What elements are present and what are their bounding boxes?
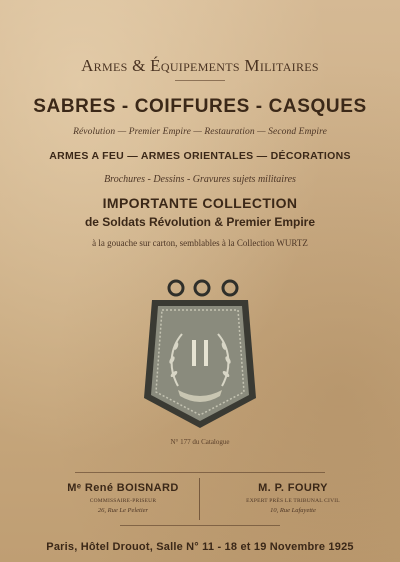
title-rule — [175, 80, 225, 81]
auctioneer-address: 26, Rue Le Peletier — [97, 507, 149, 514]
auctioneer-block — [48, 482, 198, 514]
expert-block — [218, 482, 368, 514]
illustration-caption: N° 177 du Catalogue — [170, 438, 230, 446]
auctioneer-name: Mᵉ René BOISNARD — [67, 482, 179, 494]
experts-divider — [199, 478, 200, 520]
collection-note: à la gouache sur carton, semblables à la Collection WURTZ — [92, 238, 308, 248]
periods-line: Révolution — Premier Empire — Restauration — Second Empire — [73, 127, 327, 137]
footer-rule — [120, 525, 280, 526]
categories-line: ARMES A FEU — ARMES ORIENTALES — DÉCORATIONS — [49, 150, 351, 162]
main-title: SABRES - COIFFURES - CASQUES — [33, 96, 367, 117]
expert-role: EXPERT PRÈS LE TRIBUNAL CIVIL — [246, 498, 340, 504]
auctioneer-role: COMMISSAIRE-PRISEUR — [89, 498, 157, 504]
collection-subtitle: de Soldats Révolution & Premier Empire — [84, 215, 316, 229]
sabretache-illustration — [138, 278, 262, 438]
subjects-line: Brochures - Dessins - Gravures sujets militaires — [104, 174, 296, 185]
expert-name: M. P. FOURY — [258, 482, 328, 494]
sale-info: Paris, Hôtel Drouot, Salle N° 11 - 18 et 19 Novembre 1925 — [46, 541, 354, 553]
expert-address: 10, Rue Lafayette — [270, 507, 316, 514]
suspension-rings — [169, 281, 237, 295]
collection-title: IMPORTANTE COLLECTION — [102, 195, 298, 211]
experts-rule — [75, 472, 325, 473]
series-title: Armes & Équipements Militaires — [81, 56, 319, 75]
